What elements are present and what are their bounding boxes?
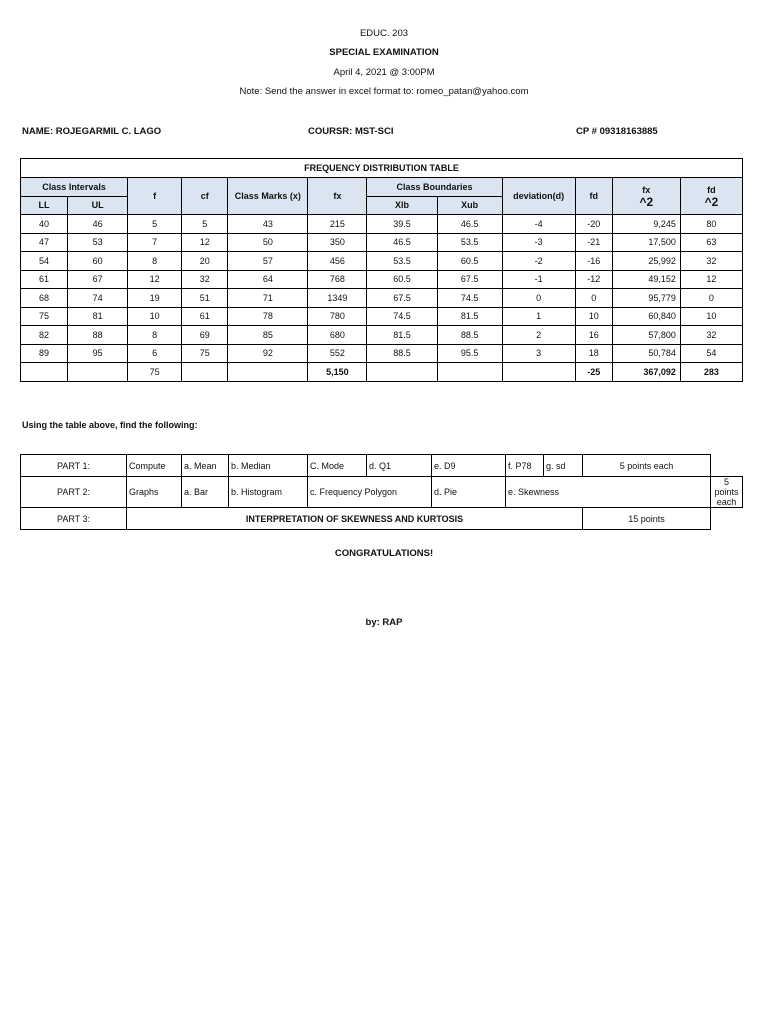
cell-xub: 74.5 (437, 289, 502, 308)
table-row (21, 270, 743, 289)
cell-f: 8 (128, 326, 182, 345)
cell-fx2: 95,779 (612, 289, 680, 308)
cell-ll: 89 (21, 344, 68, 363)
cell-fx2: 60,840 (612, 307, 680, 326)
cell-d: 2 (502, 326, 575, 345)
cell-x: 57 (228, 252, 308, 271)
total-fx-squared: 367,092 (612, 363, 680, 382)
cell-f: 7 (128, 233, 182, 252)
cell-f: 12 (128, 270, 182, 289)
cell-cf: 69 (182, 326, 228, 345)
part-2-cell: d. Pie (432, 477, 506, 508)
cell-f: 19 (128, 289, 182, 308)
exam-date: April 4, 2021 @ 3:00PM (333, 67, 435, 78)
cell-fd: -16 (575, 252, 612, 271)
cell-d: -3 (502, 233, 575, 252)
table-row (21, 289, 743, 308)
part-3-task: INTERPRETATION OF SKEWNESS AND KURTOSIS (127, 508, 583, 530)
total-empty (228, 363, 308, 382)
cell-xub: 53.5 (437, 233, 502, 252)
part-2-cell: c. Frequency Polygon (308, 477, 432, 508)
cell-cf: 5 (182, 215, 228, 234)
cell-fd: -12 (575, 270, 612, 289)
cell-cf: 61 (182, 307, 228, 326)
cell-fx2: 25,992 (612, 252, 680, 271)
cell-x: 78 (228, 307, 308, 326)
cell-xub: 46.5 (437, 215, 502, 234)
submission-note: Note: Send the answer in excel format to: romeo_patan@yahoo.com (239, 86, 529, 97)
cell-fd: 0 (575, 289, 612, 308)
cell-cf: 20 (182, 252, 228, 271)
author-signoff: by: RAP (365, 617, 403, 628)
cell-f: 6 (128, 344, 182, 363)
cell-f: 5 (128, 215, 182, 234)
cell-fx: 215 (308, 215, 367, 234)
total-fx: 5,150 (308, 363, 367, 382)
course-code: EDUC. 203 (359, 28, 409, 39)
header-row-1 (21, 178, 743, 197)
total-empty (367, 363, 437, 382)
header-fx-squared-bottom: ^2 (639, 195, 654, 209)
table-row (21, 307, 743, 326)
cell-ll: 61 (21, 270, 68, 289)
cell-fx2: 57,800 (612, 326, 680, 345)
cell-fd2: 10 (680, 307, 742, 326)
header-f: f (128, 178, 182, 215)
cell-fx: 680 (308, 326, 367, 345)
frequency-distribution-table (20, 158, 743, 382)
header-ll: LL (21, 196, 68, 215)
cell-ul: 74 (68, 289, 128, 308)
cell-d: -2 (502, 252, 575, 271)
cell-xub: 81.5 (437, 307, 502, 326)
cell-x: 71 (228, 289, 308, 308)
header-xlb: Xlb (367, 196, 437, 215)
table-row (21, 233, 743, 252)
part-3-points: 15 points (583, 508, 711, 530)
cell-ll: 54 (21, 252, 68, 271)
cell-fd: 16 (575, 326, 612, 345)
cell-xub: 95.5 (437, 344, 502, 363)
cell-d: 1 (502, 307, 575, 326)
header-fx-squared-top: fx (642, 185, 651, 195)
cell-ul: 46 (68, 215, 128, 234)
cell-ul: 67 (68, 270, 128, 289)
part-2-cell: a. Bar (182, 477, 229, 508)
cell-x: 43 (228, 215, 308, 234)
cell-ul: 88 (68, 326, 128, 345)
header-fx-squared (612, 178, 680, 215)
cell-fx: 1349 (308, 289, 367, 308)
header-fd-squared-bottom: ^2 (704, 195, 719, 209)
cell-cf: 75 (182, 344, 228, 363)
header-ul: UL (68, 196, 128, 215)
table-row (21, 344, 743, 363)
cell-fd2: 32 (680, 326, 742, 345)
cell-fd: -21 (575, 233, 612, 252)
cell-ll: 40 (21, 215, 68, 234)
cell-xub: 60.5 (437, 252, 502, 271)
cell-d: 3 (502, 344, 575, 363)
total-fd-squared: 283 (680, 363, 742, 382)
total-empty (21, 363, 68, 382)
total-empty (182, 363, 228, 382)
cell-ll: 68 (21, 289, 68, 308)
cell-ul: 95 (68, 344, 128, 363)
cell-xlb: 74.5 (367, 307, 437, 326)
cell-ll: 47 (21, 233, 68, 252)
part-1-cell: d. Q1 (367, 455, 432, 477)
cell-x: 64 (228, 270, 308, 289)
cell-xlb: 60.5 (367, 270, 437, 289)
part-2-label: PART 2: (21, 477, 127, 508)
cell-cf: 12 (182, 233, 228, 252)
part-1-cell: b. Median (229, 455, 308, 477)
header-class-marks: Class Marks (x) (228, 178, 308, 215)
cell-xub: 88.5 (437, 326, 502, 345)
cell-fd2: 54 (680, 344, 742, 363)
cell-fx2: 17,500 (612, 233, 680, 252)
header-xub: Xub (437, 196, 502, 215)
cell-d: -1 (502, 270, 575, 289)
header-fx: fx (308, 178, 367, 215)
part-1-points: 5 points each (583, 455, 711, 477)
cell-d: -4 (502, 215, 575, 234)
cell-cf: 32 (182, 270, 228, 289)
part-1-label: PART 1: (21, 455, 127, 477)
cell-f: 10 (128, 307, 182, 326)
part-2-cell: Graphs (127, 477, 182, 508)
congratulations: CONGRATULATIONS! (334, 548, 434, 559)
table-row (21, 215, 743, 234)
table-row (21, 252, 743, 271)
total-empty (502, 363, 575, 382)
cell-xlb: 67.5 (367, 289, 437, 308)
cell-fx: 780 (308, 307, 367, 326)
cell-fx2: 49,152 (612, 270, 680, 289)
part-1-cell: f. P78 (506, 455, 544, 477)
total-empty (68, 363, 128, 382)
instructions: Using the table above, find the following: (22, 420, 198, 430)
header-class-intervals: Class Intervals (21, 178, 128, 197)
cell-xlb: 39.5 (367, 215, 437, 234)
total-f: 75 (128, 363, 182, 382)
cell-ul: 60 (68, 252, 128, 271)
total-empty (437, 363, 502, 382)
total-fd: -25 (575, 363, 612, 382)
parts-table (20, 454, 743, 530)
cell-fx2: 50,784 (612, 344, 680, 363)
cell-ul: 81 (68, 307, 128, 326)
cell-fx2: 9,245 (612, 215, 680, 234)
part-2-cell: b. Histogram (229, 477, 308, 508)
header-class-boundaries: Class Boundaries (367, 178, 502, 197)
cell-fx: 552 (308, 344, 367, 363)
student-cp-number: CP # 09318163885 (576, 126, 658, 137)
cell-fd2: 0 (680, 289, 742, 308)
cell-fd: 10 (575, 307, 612, 326)
cell-xlb: 53.5 (367, 252, 437, 271)
cell-xlb: 81.5 (367, 326, 437, 345)
part-2-row (21, 477, 743, 508)
part-1-cell: g. sd (544, 455, 583, 477)
cell-xlb: 88.5 (367, 344, 437, 363)
part-1-cell: C. Mode (308, 455, 367, 477)
header-fd: fd (575, 178, 612, 215)
header-deviation: deviation(d) (502, 178, 575, 215)
header-fd-squared-top: fd (707, 185, 716, 195)
cell-f: 8 (128, 252, 182, 271)
cell-fd2: 12 (680, 270, 742, 289)
part-1-cell: a. Mean (182, 455, 229, 477)
cell-fx: 456 (308, 252, 367, 271)
part-2-cell: e. Skewness (506, 477, 711, 508)
cell-fx: 768 (308, 270, 367, 289)
cell-fx: 350 (308, 233, 367, 252)
cell-x: 92 (228, 344, 308, 363)
cell-fd: -20 (575, 215, 612, 234)
part-3-label: PART 3: (21, 508, 127, 530)
cell-ll: 82 (21, 326, 68, 345)
cell-d: 0 (502, 289, 575, 308)
header-fd-squared (680, 178, 742, 215)
cell-fd2: 32 (680, 252, 742, 271)
part-1-cell: Compute (127, 455, 182, 477)
part-2-points: 5 points each (711, 477, 743, 508)
student-name: NAME: ROJEGARMIL C. LAGO (22, 126, 162, 137)
table-title: FREQUENCY DISTRIBUTION TABLE (21, 159, 743, 178)
totals-row (21, 363, 743, 382)
student-course: COURSR: MST-SCI (308, 126, 394, 137)
cell-x: 85 (228, 326, 308, 345)
cell-xub: 67.5 (437, 270, 502, 289)
cell-ul: 53 (68, 233, 128, 252)
part-1-cell: e. D9 (432, 455, 506, 477)
part-1-row (21, 455, 743, 477)
cell-x: 50 (228, 233, 308, 252)
cell-xlb: 46.5 (367, 233, 437, 252)
table-body (21, 215, 743, 363)
cell-fd2: 80 (680, 215, 742, 234)
cell-ll: 75 (21, 307, 68, 326)
cell-fd: 18 (575, 344, 612, 363)
exam-title: SPECIAL EXAMINATION (329, 47, 439, 58)
part-3-row (21, 508, 743, 530)
cell-cf: 51 (182, 289, 228, 308)
header-cf: cf (182, 178, 228, 215)
cell-fd2: 63 (680, 233, 742, 252)
table-row (21, 326, 743, 345)
